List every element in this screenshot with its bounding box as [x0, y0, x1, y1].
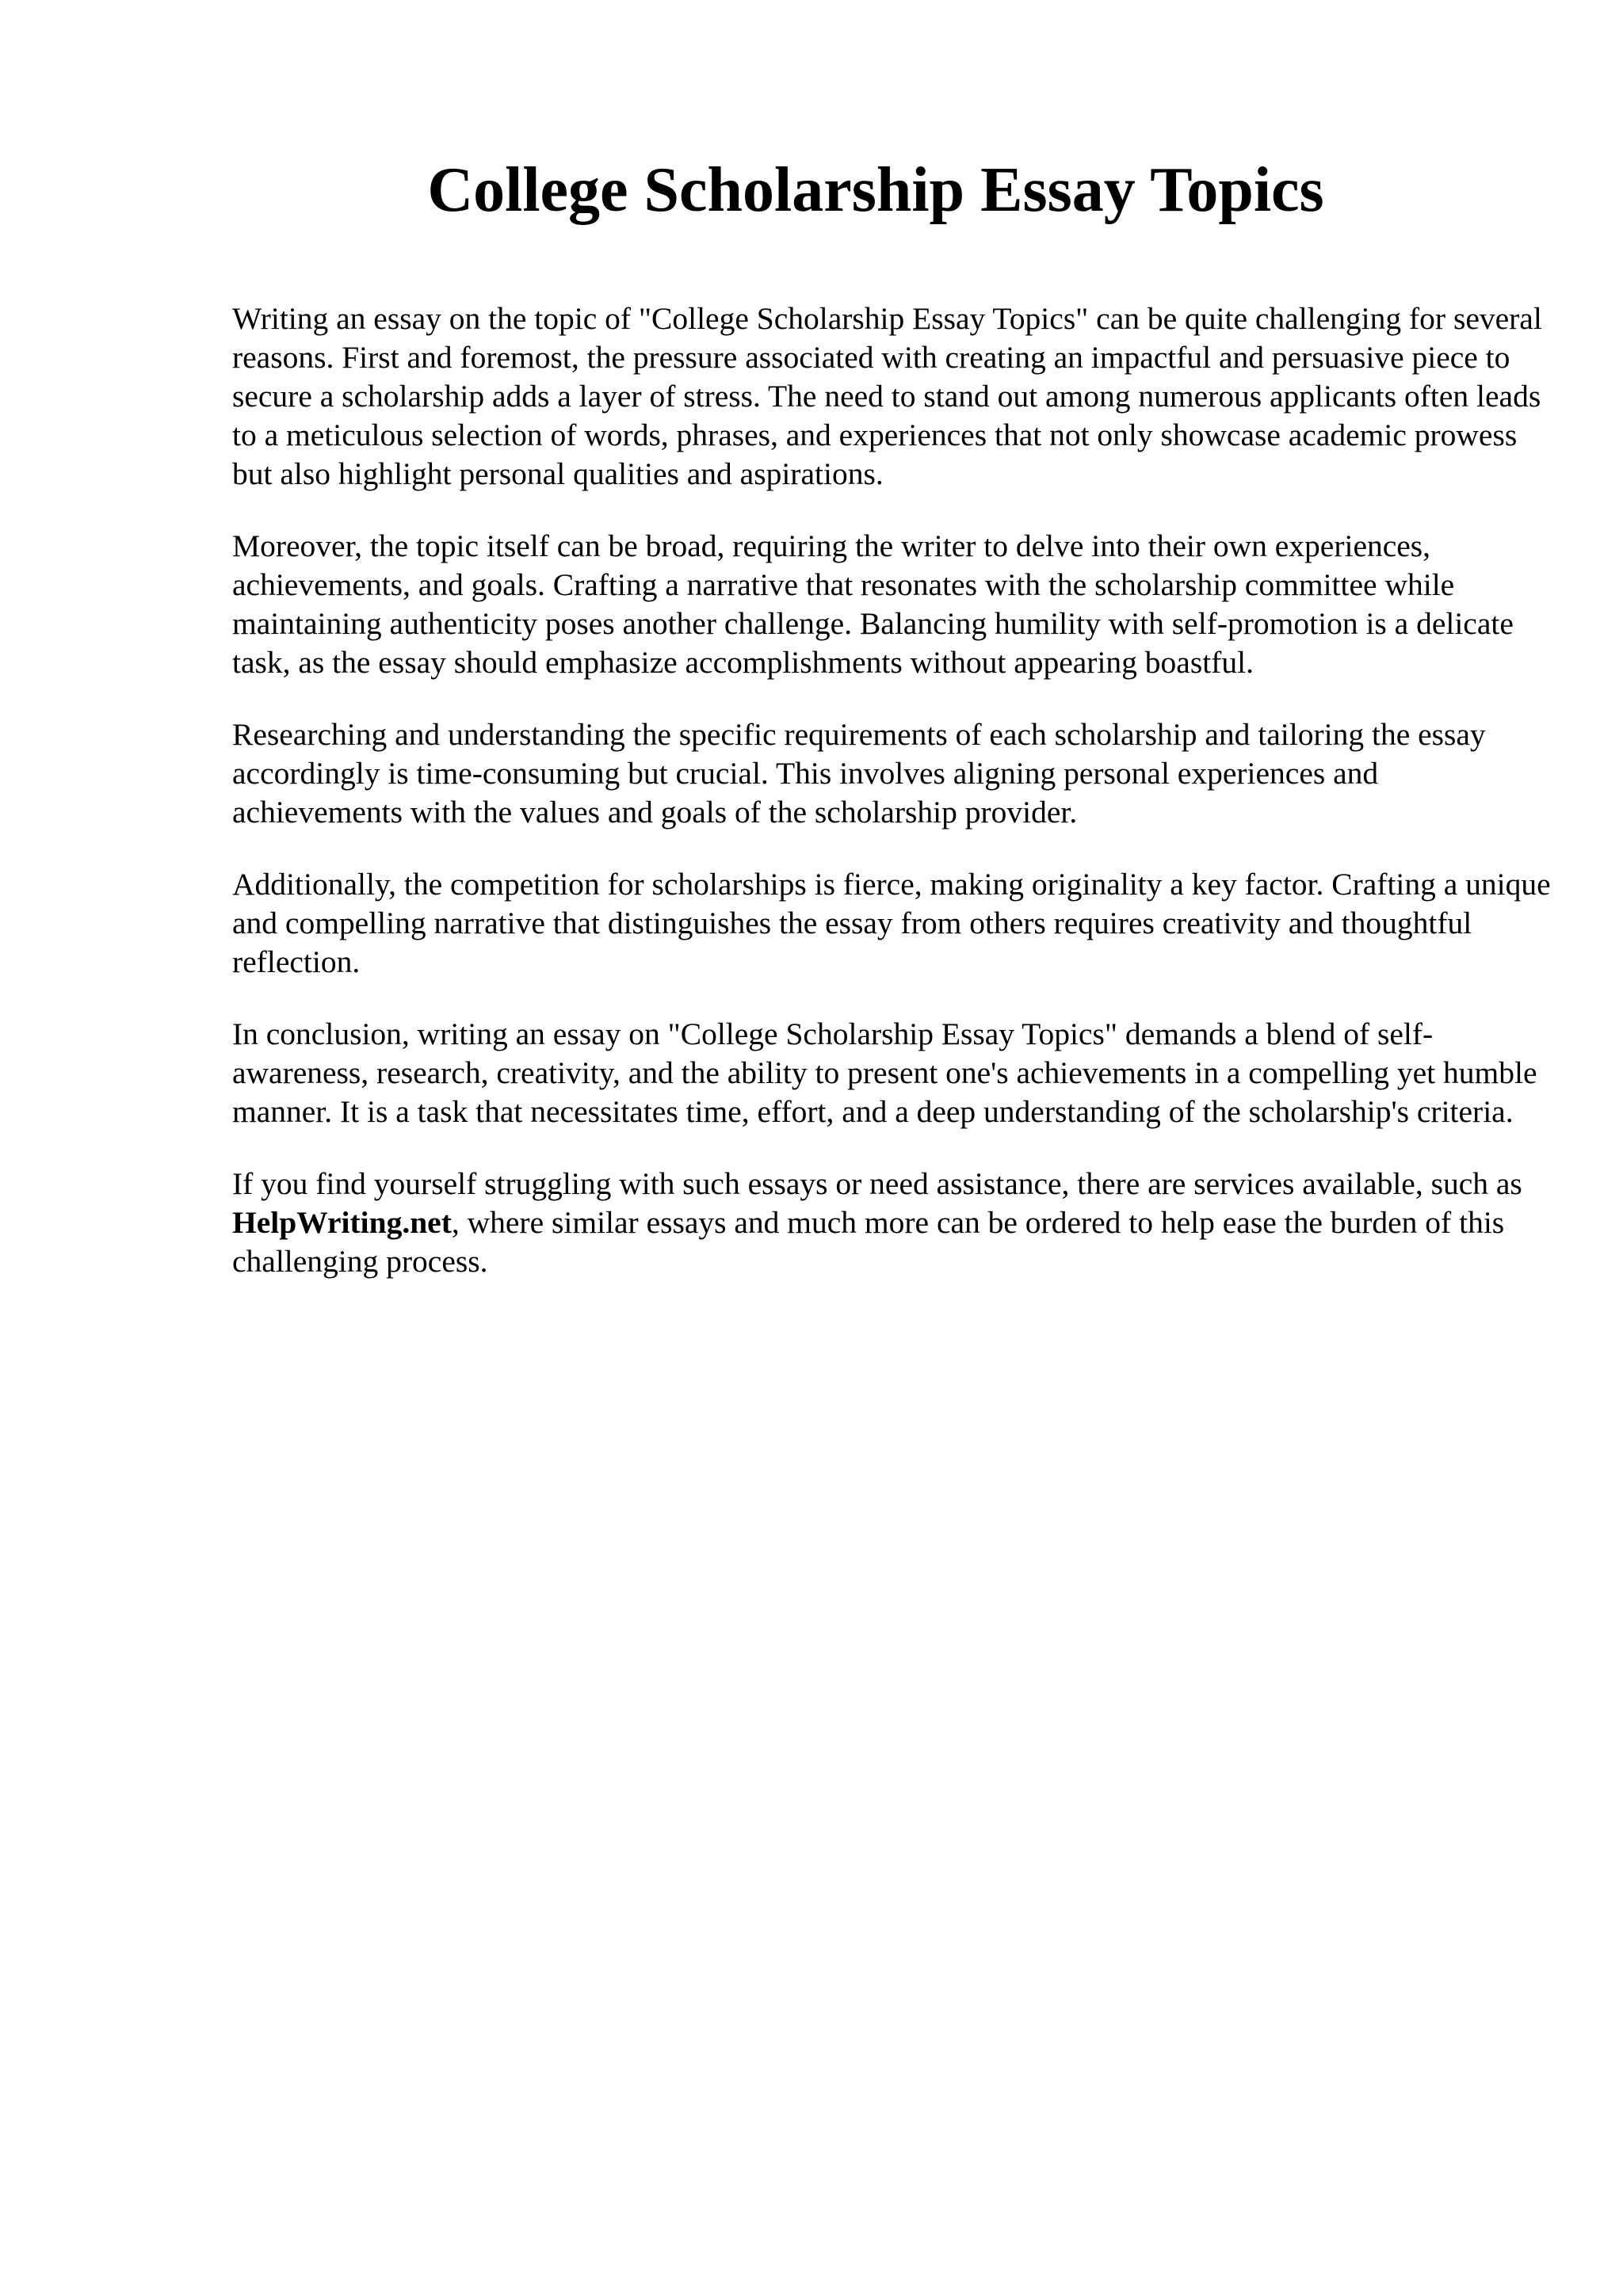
paragraph-2: Moreover, the topic itself can be broad, requiring the writer to delve into their own experiences, achievements, and goals. Crafting a narrative that resonates with the scholarship committee while maintaining authenticity poses another challenge. Balancing humility with self-promotion is a delicate task, as the essay should emphasize accomplishments without appearing boastful. [232, 528, 1514, 680]
paragraph-5: In conclusion, writing an essay on "College Scholarship Essay Topics" demands a blend of self-awareness, research, creativity, and the ability to present one's achievements in a compelling yet humble manner. It is a task that necessitates time, effort, and a deep understanding of the scholarship's criteria. [232, 1016, 1537, 1129]
paragraph-4: Additionally, the competition for scholarships is fierce, making originality a key factor. Crafting a unique and compelling narrative that distinguishes the essay from others requires creativity and thoughtful reflection. [232, 867, 1551, 979]
paragraph-6-intro: If you find yourself struggling with such essays or need assistance, there are services available, such as [232, 1166, 1522, 1201]
paragraph-6 [232, 1165, 1552, 1281]
paragraph-3: Researching and understanding the specific requirements of each scholarship and tailoring the essay accordingly is time-consuming but crucial. This involves aligning personal experiences and achievements with the values and goals of the scholarship provider. [232, 717, 1486, 830]
paragraph-6-outro: , where similar essays and much more can be ordered to help ease the burden of this challenging process. [232, 1205, 1505, 1279]
helpwriting-link[interactable]: HelpWriting.net [232, 1205, 452, 1240]
document-body [232, 299, 1552, 1314]
document-title: College Scholarship Essay Topics [427, 155, 1324, 225]
paragraph-1: Writing an essay on the topic of "College Scholarship Essay Topics" can be quite challenging for several reasons. First and foremost, the pressure associated with creating an impactful and persuasive piece to secure a scholarship adds a layer of stress. The need to stand out among numerous applicants often leads to a meticulous selection of words, phrases, and experiences that not only showcase academic prowess but also highlight personal qualities and aspirations. [232, 301, 1542, 491]
